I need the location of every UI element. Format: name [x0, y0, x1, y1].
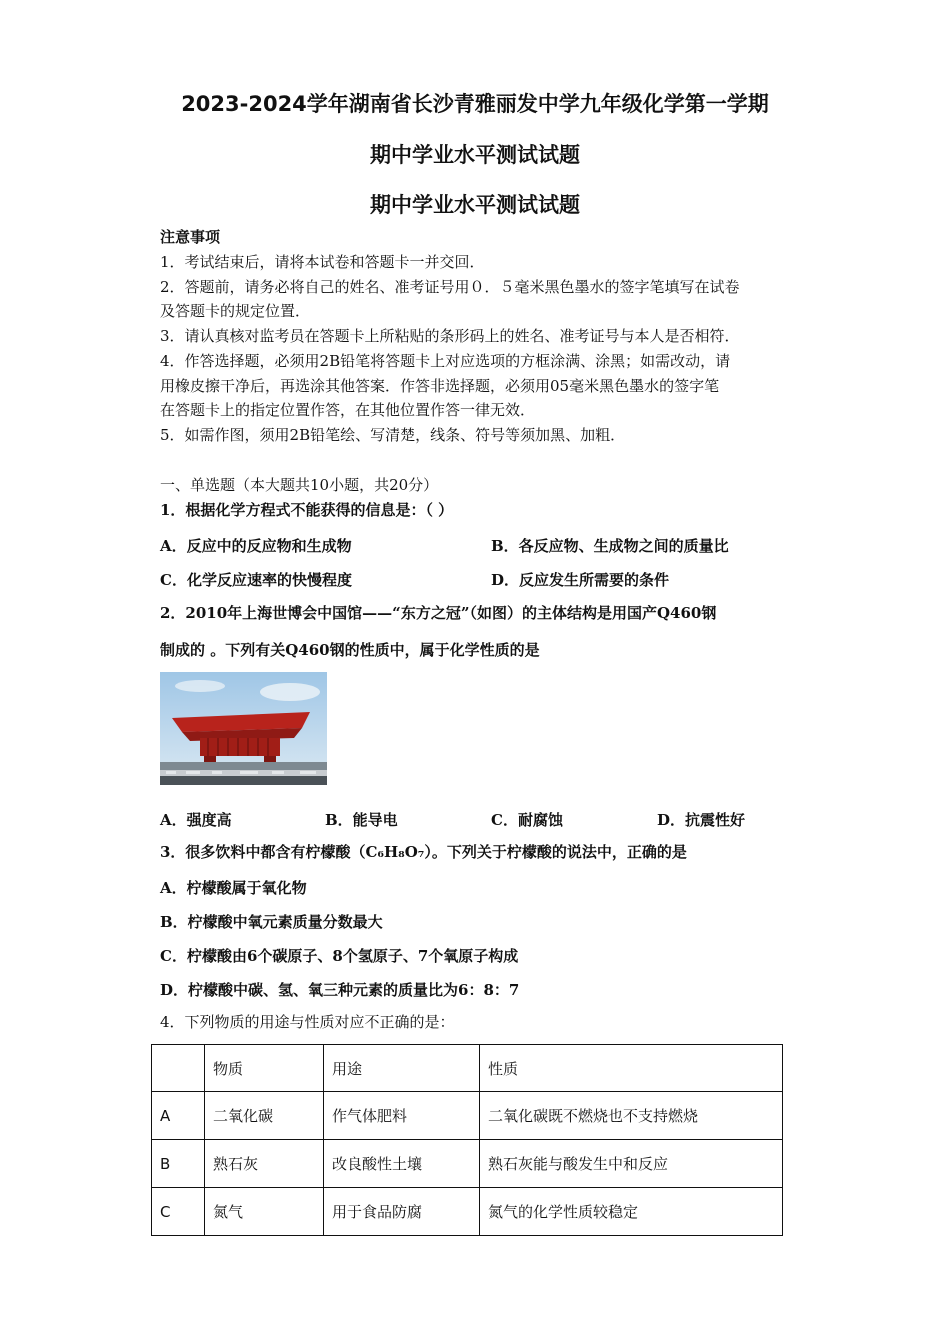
- table-cell: 作气体肥料: [324, 1092, 480, 1140]
- q2-option-d: D．抗震性好: [657, 811, 746, 829]
- q1-option-d: D．反应发生所需要的条件: [491, 571, 670, 589]
- notice-line-7: 在答题卡上的指定位置作答，在其他位置作答一律无效．: [160, 401, 536, 419]
- page-title-line2: 期中学业水平测试试题: [370, 143, 580, 167]
- notice-line-6: 用橡皮擦干净后，再选涂其他答案．作答非选择题，必须用05毫米黑色墨水的签字笔: [160, 377, 720, 395]
- table-cell: 氮气: [205, 1188, 324, 1236]
- table-header-row: [152, 1045, 783, 1092]
- notice-line-2: 2．答题前，请务必将自己的姓名、准考证号用０．５毫米黑色墨水的签字笔填写在试卷: [160, 278, 740, 296]
- table-header-cell: 物质: [205, 1045, 324, 1092]
- china-pavilion-photo: [160, 672, 327, 785]
- section-heading: 一、单选题（本大题共10小题，共20分）: [160, 476, 439, 494]
- q3-stem: 3．很多饮料中都含有柠檬酸（C₆H₈O₇）。下列关于柠檬酸的说法中，正确的是: [160, 843, 687, 861]
- table-cell: 二氧化碳既不燃烧也不支持燃烧: [480, 1092, 783, 1140]
- q1-stem: 1．根据化学方程式不能获得的信息是：（ ）: [160, 501, 454, 519]
- table-cell: 改良酸性土壤: [324, 1140, 480, 1188]
- table-cell: 二氧化碳: [205, 1092, 324, 1140]
- table-row: [152, 1092, 783, 1140]
- q2-option-c: C．耐腐蚀: [491, 811, 563, 829]
- table-cell: 熟石灰: [205, 1140, 324, 1188]
- table-header-cell: 用途: [324, 1045, 480, 1092]
- q2-option-b: B．能导电: [325, 811, 398, 829]
- table-cell: C: [152, 1188, 205, 1236]
- q2-stem-line2: 制成的 。下列有关Q460钢的性质中，属于化学性质的是: [160, 641, 540, 659]
- q1-option-a: A．反应中的反应物和生成物: [160, 537, 352, 555]
- table-cell: 用于食品防腐: [324, 1188, 480, 1236]
- q1-option-b: B．各反应物、生成物之间的质量比: [491, 537, 729, 555]
- q3-option-c: C．柠檬酸由6个碳原子、8个氢原子、7个氧原子构成: [160, 947, 519, 965]
- q4-stem: 4．下列物质的用途与性质对应不正确的是：: [160, 1013, 455, 1031]
- table-cell: 氮气的化学性质较稳定: [480, 1188, 783, 1236]
- table-row: [152, 1140, 783, 1188]
- notice-line-8: 5．如需作图，须用2B铅笔绘、写清楚，线条、符号等须加黑、加粗．: [160, 426, 626, 444]
- page-title-line1: 2023-2024学年湖南省长沙青雅丽发中学九年级化学第一学期: [181, 92, 769, 116]
- notice-line-4: 3．请认真核对监考员在答题卡上所粘贴的条形码上的姓名、准考证号与本人是否相符．: [160, 327, 740, 345]
- notice-line-3: 及答题卡的规定位置．: [160, 302, 311, 320]
- q3-option-b: B．柠檬酸中氧元素质量分数最大: [160, 913, 383, 931]
- notice-heading: 注意事项: [160, 228, 221, 246]
- q4-table: [151, 1044, 783, 1236]
- table-cell: A: [152, 1092, 205, 1140]
- page-title-line3: 期中学业水平测试试题: [370, 193, 580, 217]
- notice-line-5: 4．作答选择题，必须用2B铅笔将答题卡上对应选项的方框涂满、涂黑；如需改动，请: [160, 352, 731, 370]
- table-header-cell: 性质: [480, 1045, 783, 1092]
- table-row: [152, 1188, 783, 1236]
- notice-line-1: 1．考试结束后，请将本试卷和答题卡一并交回．: [160, 253, 485, 271]
- q3-option-a: A．柠檬酸属于氧化物: [160, 879, 307, 897]
- table-cell: 熟石灰能与酸发生中和反应: [480, 1140, 783, 1188]
- q1-option-c: C．化学反应速率的快慢程度: [160, 571, 352, 589]
- table-cell: B: [152, 1140, 205, 1188]
- q3-option-d: D．柠檬酸中碳、氢、氧三种元素的质量比为6：8：7: [160, 981, 520, 999]
- q2-stem-line1: 2．2010年上海世博会中国馆——“东方之冠”（如图）的主体结构是用国产Q460钢: [160, 604, 717, 622]
- table-header-cell: [152, 1045, 205, 1092]
- q2-option-a: A．强度高: [160, 811, 232, 829]
